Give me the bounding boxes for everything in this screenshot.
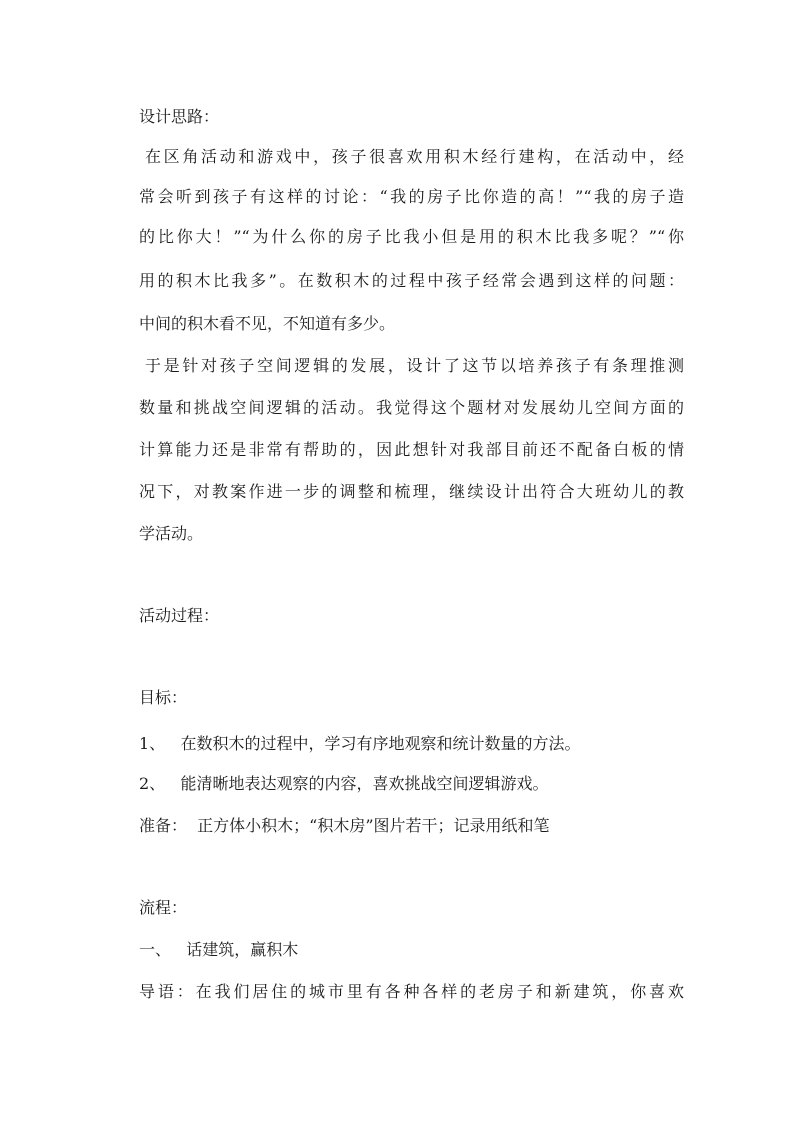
design-para1-line4: 用的积木比我多”。在数积木的过程中孩子经常会遇到这样的问题： — [139, 271, 684, 290]
design-para1-line5: 中间的积木看不见，不知道有多少。 — [139, 314, 396, 333]
goal-item-1: 1、 在数积木的过程中，学习有序地观察和统计数量的方法。 — [139, 734, 581, 753]
goal-heading: 目标： — [139, 688, 188, 707]
design-para2-line4: 况下，对教案作进一步的调整和梳理，继续设计出符合大班幼儿的教 — [139, 482, 684, 501]
design-para2-line3: 计算能力还是非常有帮助的，因此想针对我部目前还不配备白板的情 — [139, 440, 684, 459]
design-para1-line1: 在区角活动和游戏中，孩子很喜欢用积木经行建构，在活动中，经 — [145, 147, 684, 166]
preparation: 准备： 正方体小积木；“积木房”图片若干；记录用纸和笔 — [139, 816, 550, 835]
process-heading: 活动过程： — [139, 606, 220, 625]
design-para2-line1: 于是针对孩子空间逻辑的发展，设计了这节以培养孩子有条理推测 — [145, 356, 684, 375]
design-heading: 设计思路： — [139, 107, 220, 126]
design-para1-line3: 的比你大！”“为什么你的房子比我小但是用的积木比我多呢？”“你 — [139, 227, 684, 246]
goal-item-2: 2、 能清晰地表达观察的内容，喜欢挑战空间逻辑游戏。 — [139, 774, 549, 793]
flow-step-1: 一、 话建筑，赢积木 — [139, 940, 299, 959]
intro-line: 导语：在我们居住的城市里有各种各样的老房子和新建筑，你喜欢 — [139, 982, 684, 1001]
design-para2-line2: 数量和挑战空间逻辑的活动。我觉得这个题材对发展幼儿空间方面的 — [139, 398, 684, 417]
flow-heading: 流程： — [139, 898, 188, 917]
design-para1-line2: 常会听到孩子有这样的讨论：“我的房子比你造的高！”“我的房子造 — [139, 187, 684, 206]
design-para2-line5: 学活动。 — [139, 524, 204, 543]
